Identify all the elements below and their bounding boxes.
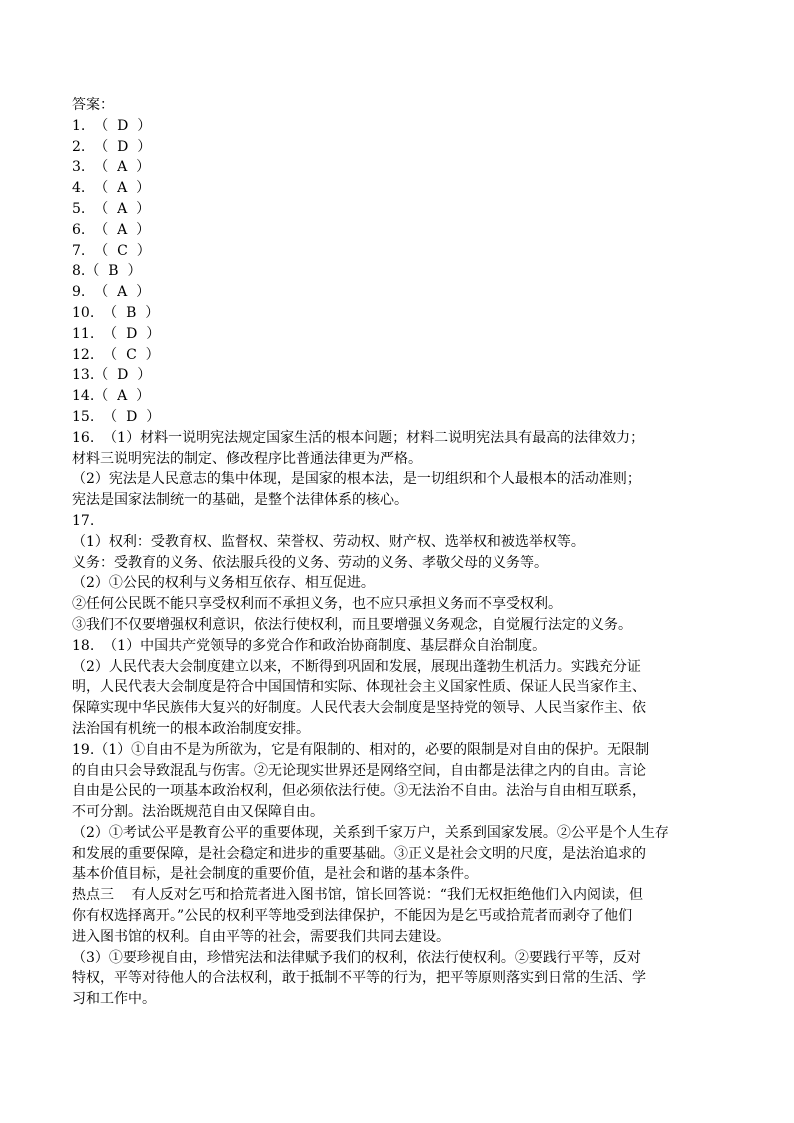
short-answer-section — [72, 428, 732, 1010]
choice-answer: 9. （ A ） — [72, 284, 151, 301]
answer-line: 16. （1）材料一说明宪法规定国家生活的根本问题；材料二说明宪法具有最高的法律效力； — [72, 429, 645, 446]
choice-answer: 13.（ D ） — [72, 367, 152, 384]
answer-line: 18. （1）中国共产党领导的多党合作和政治协商制度、基层群众自治制度。 — [72, 637, 547, 654]
answer-line: 基本价值目标，是社会制度的重要价值，是社会和谐的基本条件。 — [72, 866, 478, 883]
answer-line: ②任何公民既不能只享受权利而不承担义务，也不应只承担义务而不享受权利。 — [72, 596, 562, 613]
answer-line: 特权，平等对待他人的合法权利，敢于抵制不平等的行为，把平等原则落实到日常的生活、学 — [72, 970, 646, 987]
multiple-choice-answers — [72, 116, 732, 428]
choice-answer: 10. （ B ） — [72, 304, 160, 321]
choice-answer: 14.（ A ） — [72, 388, 151, 405]
answer-line: 19.（1）①自由不是为所欲为，它是有限制的、相对的，必要的限制是对自由的保护。无限制 — [72, 741, 650, 758]
choice-answer: 2. （ D ） — [72, 138, 152, 155]
answer-line: 习和工作中。 — [72, 991, 156, 1008]
choice-answer: 12. （ C ） — [72, 346, 160, 363]
answer-line: （1）权利：受教育权、监督权、荣誉权、劳动权、财产权、选举权和被选举权等。 — [72, 533, 585, 550]
choice-answer: 7. （ C ） — [72, 242, 151, 259]
answers-heading: 答案： — [72, 97, 114, 113]
answer-sheet — [72, 95, 732, 1010]
answer-line: （3）①要珍视自由，珍惜宪法和法律赋予我们的权利，依法行使权利。②要践行平等，反对 — [72, 949, 641, 966]
answer-line: 你有权选择离开。”公民的权利平等地受到法律保护，不能因为是乞丐或拾荒者而剥夺了他们 — [72, 908, 633, 925]
answer-line: （2）宪法是人民意志的集中体现，是国家的根本法，是一切组织和个人最根本的活动准则； — [72, 471, 641, 488]
answer-line: 和发展的重要保障，是社会稳定和进步的重要基础。③正义是社会文明的尺度，是法治追求的 — [72, 845, 646, 862]
answer-line: 义务：受教育的义务、依法服兵役的义务、劳动的义务、孝敬父母的义务等。 — [72, 554, 548, 571]
choice-answer: 1. （ D ） — [72, 117, 152, 134]
answer-line: （2）①公民的权利与义务相互依存、相互促进。 — [72, 575, 375, 592]
answer-line: 不可分割。法治既规范自由又保障自由。 — [72, 804, 324, 821]
choice-answer: 8.（ B ） — [72, 263, 142, 280]
choice-answer: 11. （ D ） — [72, 325, 161, 342]
answer-line: 自由是公民的一项基本政治权利，但必须依法行使。③无法治不自由。法治与自由相互联系， — [72, 783, 646, 800]
answer-line: （2）人民代表大会制度建立以来，不断得到巩固和发展，展现出蓬勃生机活力。实践充分证 — [72, 658, 641, 675]
answer-line: 热点三 有人反对乞丐和拾荒者进入图书馆，馆长回答说：“我们无权拒绝他们入内阅读，但 — [72, 887, 643, 904]
answer-line: 保障实现中华民族伟大复兴的好制度。人民代表大会制度是坚持党的领导、人民当家作主、依 — [72, 700, 646, 717]
choice-answer: 4. （ A ） — [72, 180, 151, 197]
answer-line: 明，人民代表大会制度是符合中国国情和实际、体现社会主义国家性质、保证人民当家作主、 — [72, 679, 646, 696]
answer-line: 的自由只会导致混乱与伤害。②无论现实世界还是网络空间，自由都是法律之内的自由。言论 — [72, 762, 646, 779]
answer-line: 宪法是国家法制统一的基础，是整个法律体系的核心。 — [72, 492, 408, 509]
answer-line: 法治国有机统一的根本政治制度安排。 — [72, 720, 310, 737]
choice-answer: 6. （ A ） — [72, 221, 151, 238]
answer-line: 进入图书馆的权利。自由平等的社会，需要我们共同去建设。 — [72, 928, 450, 945]
answer-line: ③我们不仅要增强权利意识，依法行使权利，而且要增强义务观念，自觉履行法定的义务。 — [72, 616, 632, 633]
answer-line: 材料三说明宪法的制定、修改程序比普通法律更为严格。 — [72, 450, 422, 467]
answer-line: （2）①考试公平是教育公平的重要体现，关系到千家万户，关系到国家发展。②公平是个人生存 — [72, 824, 669, 841]
choice-answer: 5. （ A ） — [72, 200, 151, 217]
answer-line: 17. — [72, 512, 95, 529]
choice-answer: 3. （ A ） — [72, 159, 151, 176]
choice-answer: 15. （ D ） — [72, 408, 161, 425]
